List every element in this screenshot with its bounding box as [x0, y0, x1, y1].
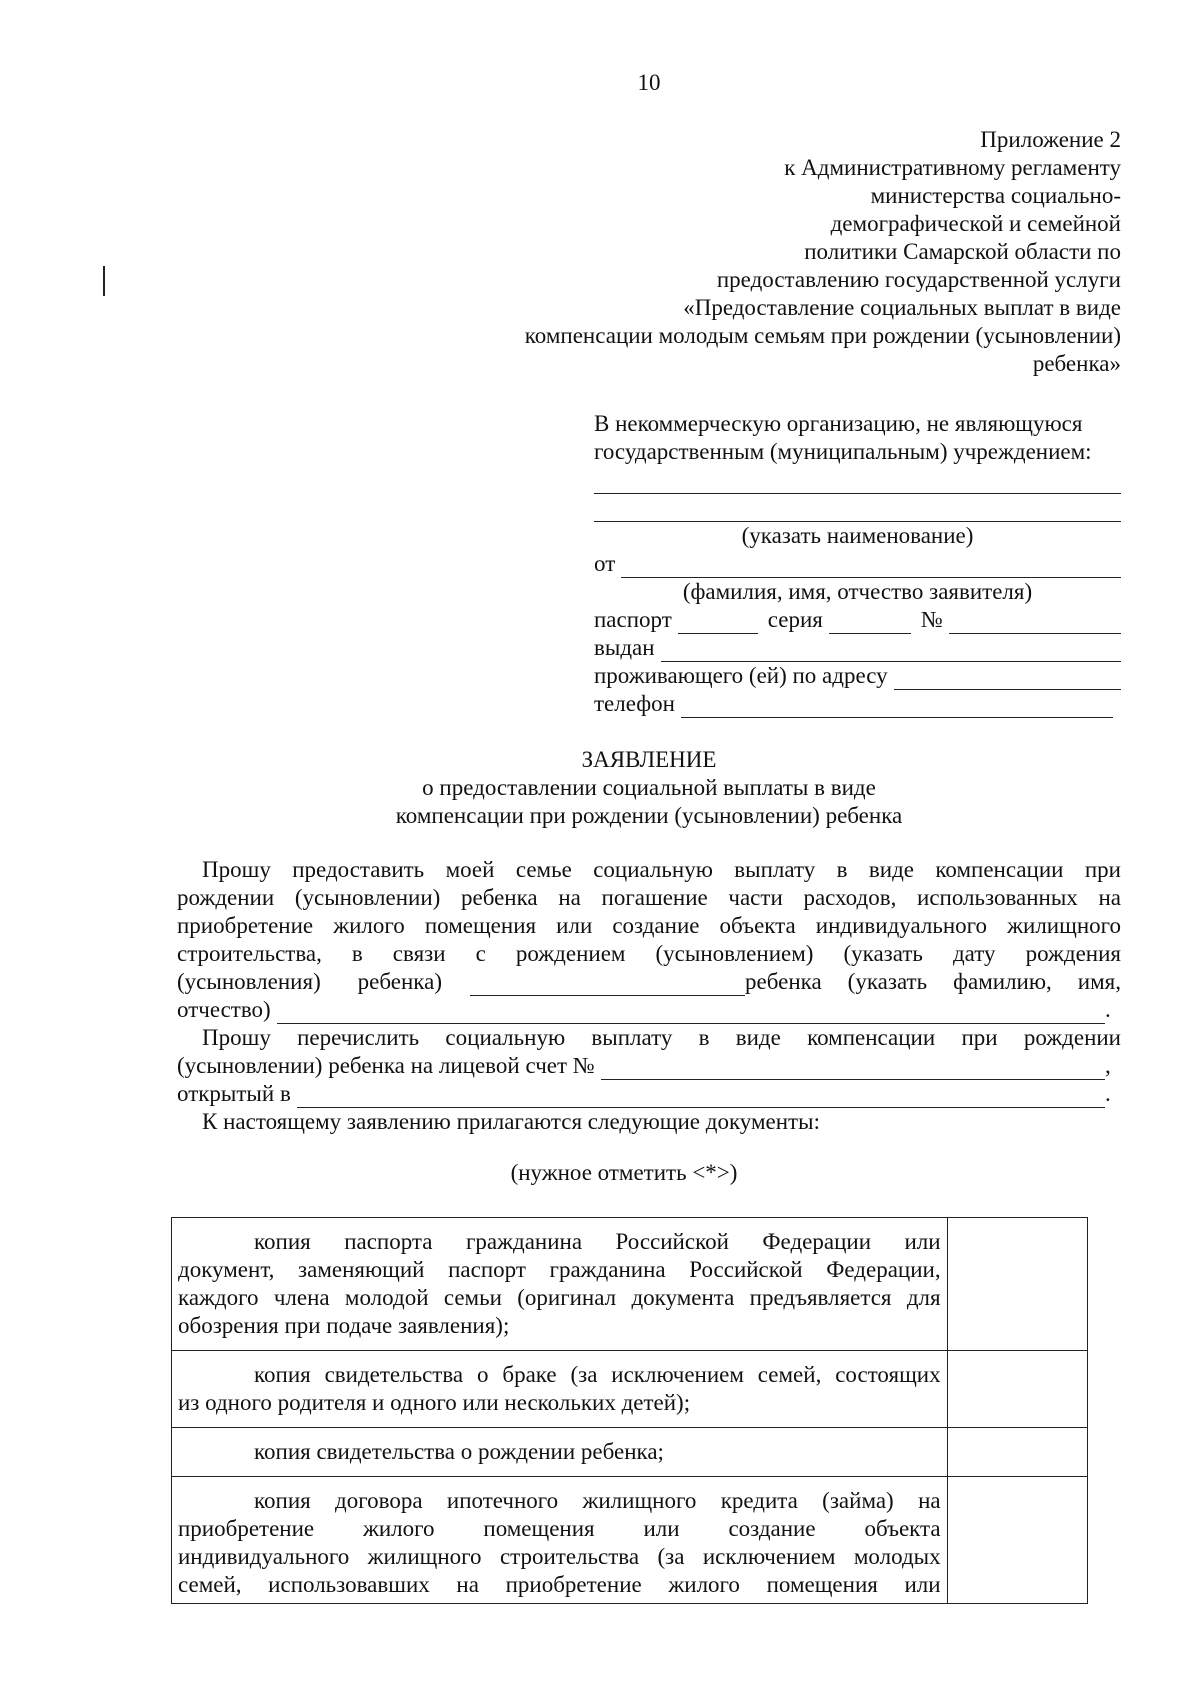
from-row	[594, 550, 1121, 578]
issued-label: выдан	[594, 635, 655, 660]
org-line-1: В некоммерческую организацию, не являющуюся	[594, 411, 1083, 436]
appendix-line: демографической и семейной	[830, 211, 1121, 236]
body-line: рождении (усыновлении) ребенка на погашение части расходов, использованных на	[177, 885, 1121, 910]
table-row	[172, 1351, 1088, 1428]
body-line: (усыновлении) ребенка на лицевой счет № ,	[177, 1053, 1111, 1078]
document-cell: копия свидетельства о рождении ребенка;	[172, 1428, 948, 1477]
table-row	[172, 1218, 1088, 1351]
appendix-line: Приложение 2	[980, 127, 1121, 152]
appendix-line: предоставлению государственной услуги	[716, 267, 1121, 292]
checkbox-cell[interactable]	[947, 1477, 1087, 1604]
checkbox-cell[interactable]	[947, 1218, 1087, 1351]
org-name-field-1[interactable]	[594, 466, 1121, 494]
bank-field[interactable]	[297, 1085, 1105, 1108]
child-name-field[interactable]	[277, 1001, 1105, 1024]
body-line: Прошу перечислить социальную выплату в виде компенсации при рождении	[202, 1025, 1121, 1050]
documents-table	[171, 1217, 1088, 1604]
body-line: К настоящему заявлению прилагаются следующие документы:	[202, 1109, 820, 1134]
phone-row	[594, 690, 1121, 718]
body-line: (усыновления) ребенка) ребенка (указать фамилию, имя,	[177, 969, 1121, 994]
checkbox-cell[interactable]	[947, 1351, 1087, 1428]
phone-label: телефон	[594, 691, 675, 716]
phone-field[interactable]	[681, 695, 1113, 718]
body-line: строительства, в связи с рождением (усыновлением) (указать дату рождения	[177, 941, 1121, 966]
table-row	[172, 1477, 1088, 1604]
address-label: проживающего (ей) по адресу	[594, 663, 888, 688]
appendix-line: к Административному регламенту	[784, 155, 1121, 180]
appendix-line: ребенка»	[1032, 351, 1121, 376]
checkbox-cell[interactable]	[947, 1428, 1087, 1477]
org-caption: (указать наименование)	[741, 523, 974, 548]
passport-label: паспорт	[594, 607, 672, 632]
number-field[interactable]	[949, 611, 1121, 634]
issued-field[interactable]	[661, 639, 1121, 662]
appendix-line: политики Самарской области по	[804, 239, 1121, 264]
org-line-2: государственным (муниципальным) учреждением:	[594, 439, 1092, 464]
body-line: открытый в .	[177, 1081, 1111, 1106]
passport-field[interactable]	[678, 611, 758, 634]
statement-subtitle-1: о предоставлении социальной выплаты в виде	[422, 775, 876, 800]
birth-date-field[interactable]	[470, 973, 745, 996]
appendix-line: компенсации молодым семьям при рождении (усыновлении)	[524, 323, 1121, 348]
body-line: отчество) .	[177, 997, 1111, 1022]
margin-mark	[103, 266, 105, 296]
table-row	[172, 1428, 1088, 1477]
number-label: №	[920, 607, 943, 632]
note: (нужное отметить <*>)	[510, 1160, 738, 1185]
address-field[interactable]	[894, 667, 1121, 690]
from-field[interactable]	[621, 555, 1121, 578]
passport-row	[594, 606, 1121, 634]
statement-title: ЗАЯВЛЕНИЕ	[581, 747, 717, 772]
series-field[interactable]	[829, 611, 911, 634]
document-cell: копия свидетельства о браке (за исключением семей, состоящих из одного родителя и одного или нескольких детей);	[172, 1351, 948, 1428]
series-label: серия	[767, 607, 823, 632]
from-caption: (фамилия, имя, отчество заявителя)	[682, 579, 1033, 604]
body-line: приобретение жилого помещения или создание объекта индивидуального жилищного	[177, 913, 1121, 938]
body-line: Прошу предоставить моей семье социальную выплату в виде компенсации при	[202, 857, 1121, 882]
statement-body	[177, 856, 1121, 1136]
appendix-line: «Предоставление социальных выплат в виде	[683, 295, 1121, 320]
address-row	[594, 662, 1121, 690]
from-label: от	[594, 551, 616, 576]
org-name-field-2[interactable]	[594, 494, 1121, 522]
issued-row	[594, 634, 1121, 662]
appendix-header	[401, 126, 1121, 378]
document-cell: копия договора ипотечного жилищного кредита (займа) на приобретение жилого помещения или создание объекта индивидуального жилищного строительства (за исключением молодых семей, использовавших на приобретение жилого помещения или	[172, 1477, 948, 1604]
document-cell: копия паспорта гражданина Российской Федерации или документ, заменяющий паспорт гражданина Российской Федерации, каждого члена молодой семьи (оригинал документа предъявляется для обозрения при подаче заявления);	[172, 1218, 948, 1351]
page-number: 10	[637, 70, 661, 95]
statement-subtitle-2: компенсации при рождении (усыновлении) ребенка	[395, 803, 903, 828]
addressee-block	[594, 410, 1121, 718]
account-number-field[interactable]	[601, 1057, 1105, 1080]
appendix-line: министерства социально-	[870, 183, 1121, 208]
